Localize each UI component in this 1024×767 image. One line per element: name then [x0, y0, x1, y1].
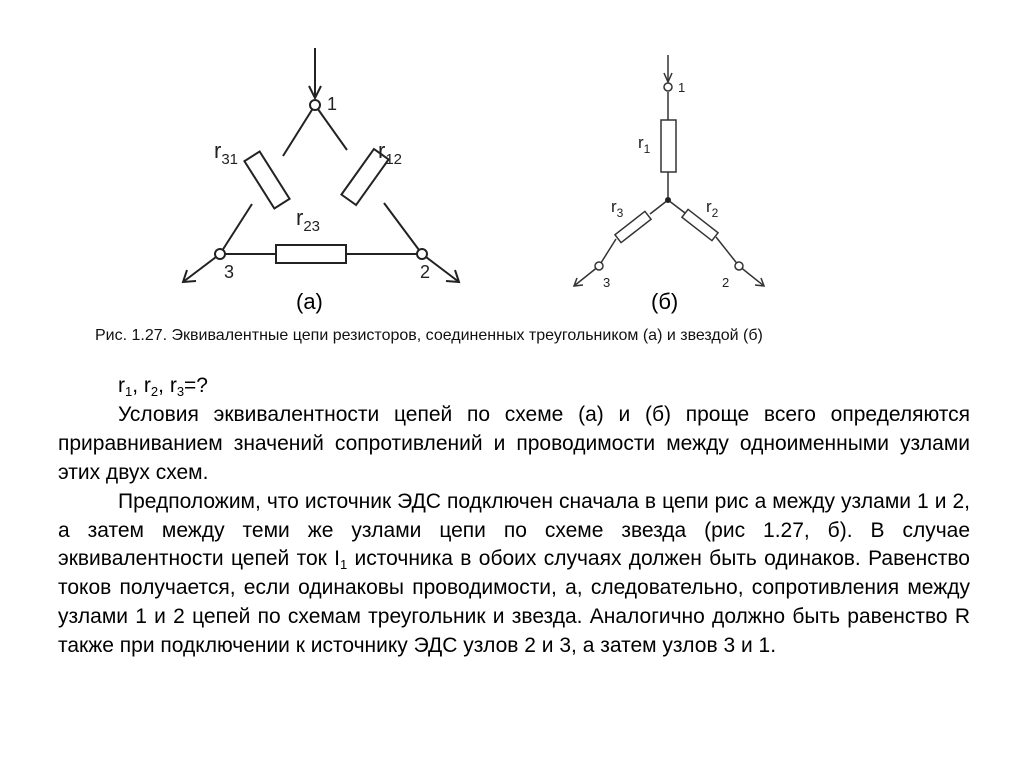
star-center-node: [665, 197, 671, 203]
label-r3: $r_3$: [611, 197, 624, 220]
node-1: [664, 83, 672, 91]
resistor-r1: [661, 120, 676, 172]
label-r12: $r_{12}$: [378, 138, 403, 168]
diagram-b-label: (б): [651, 289, 679, 314]
node-3: [595, 262, 603, 270]
node-label-3: 3: [224, 262, 235, 282]
label-r1: $r_1$: [638, 133, 651, 156]
paragraph-1: Условия эквивалентности цепей по схеме (а) и (б) проще всего определяются приравниванием значений сопротивлений и проводимости между одноименными узлами этих двух схем.: [58, 402, 970, 484]
node-label-1: 1: [678, 80, 686, 95]
label-r2: $r_2$: [706, 197, 719, 220]
figure-caption: Рис. 1.27. Эквивалентные цепи резисторов, соединенных треугольником (а) и звездой (б): [95, 327, 763, 344]
body-text: [58, 372, 970, 661]
node-label-3: 3: [603, 275, 611, 290]
paragraph-2: Предположим, что источник ЭДС подключен сначала в цепи рис а между узлами 1 и 2, а затем между теми же узлами цепи по схеме звезда (рис 1.27, б). В случае эквивалентности цепей ток $I_1$ источника в обоих случаях должен быть одинаков. Равенство токов получается, если одинаковы проводимости, а, следовательно, сопротивления между узлами 1 и 2 цепей по схемам треугольник и звезда. Аналогично должно быть равенство R также при подключении к источнику ЭДС узлов 2 и 3, а затем узлов 3 и 1.: [58, 489, 970, 658]
node-label-1: 1: [327, 94, 338, 114]
label-r31: $r_{31}$: [214, 138, 239, 168]
node-2: [735, 262, 743, 270]
node-label-2: 2: [420, 262, 431, 282]
star-diagram: [0, 0, 1024, 300]
label-r23: $r_{23}$: [296, 205, 321, 235]
node-label-2: 2: [722, 275, 730, 290]
diagram-a-label: (а): [296, 289, 323, 314]
question-line: $r_1$, $r_2$, $r_3=$?: [118, 374, 208, 399]
